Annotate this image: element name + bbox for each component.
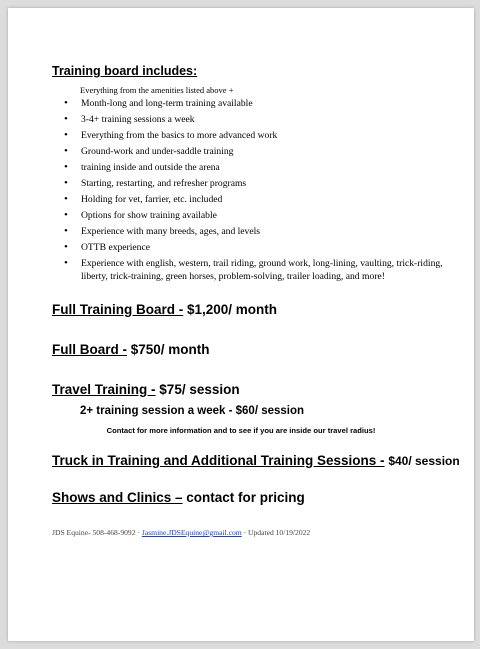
footer-separator: · <box>243 528 247 537</box>
price-label: Full Board - <box>52 342 127 357</box>
list-item: • Options for show training available <box>64 209 464 225</box>
price-value: contact for pricing <box>186 490 305 505</box>
list-item: • Month-long and long-term training available <box>64 97 464 113</box>
truck-in-price <box>52 453 460 468</box>
price-value: $75/ session <box>159 382 240 397</box>
footer-business: JDS Equine- 508-468-9092 <box>52 528 136 537</box>
list-item: • Holding for vet, farrier, etc. included <box>64 193 464 209</box>
intro-text: Everything from the amenities listed above + <box>80 85 234 95</box>
email-link[interactable]: Jasmine.JDSEquine@gmail.com <box>141 528 242 537</box>
footer <box>52 528 310 537</box>
list-item: • Starting, restarting, and refresher programs <box>64 177 464 193</box>
footer-separator: · <box>137 528 140 537</box>
section-heading: Training board includes: <box>52 64 198 78</box>
footer-updated: Updated 10/19/2022 <box>248 528 311 537</box>
full-board-price <box>52 342 210 357</box>
price-label: Travel Training - <box>52 382 156 397</box>
price-label: Truck in Training and Additional Training Sessions - <box>52 453 385 468</box>
list-item: • OTTB experience <box>64 241 464 257</box>
travel-subprice: 2+ training session a week - $60/ session <box>80 405 305 417</box>
document-page <box>8 8 474 641</box>
price-label: Full Training Board - <box>52 302 184 317</box>
shows-clinics-price <box>52 490 305 505</box>
price-value: $40/ session <box>388 454 460 468</box>
includes-list <box>64 97 464 283</box>
price-value: $1,200/ month <box>187 302 278 317</box>
price-value: $750/ month <box>130 342 210 357</box>
travel-note: Contact for more information and to see if you are inside our travel radius! <box>106 426 376 435</box>
list-item: • Ground-work and under-saddle training <box>64 145 464 161</box>
full-training-price <box>52 302 277 317</box>
price-label: Shows and Clinics – <box>52 490 183 505</box>
list-item: • Experience with english, western, trail riding, ground work, long-lining, vaulting, trick-riding, liberty, trick-training, green horses, problem-solving, trailer loading, and more! <box>64 257 464 283</box>
list-item: • training inside and outside the arena <box>64 161 464 177</box>
list-item: • Everything from the basics to more advanced work <box>64 129 464 145</box>
list-item: • 3-4+ training sessions a week <box>64 113 464 129</box>
travel-training-price <box>52 382 240 397</box>
list-item: • Experience with many breeds, ages, and levels <box>64 225 464 241</box>
